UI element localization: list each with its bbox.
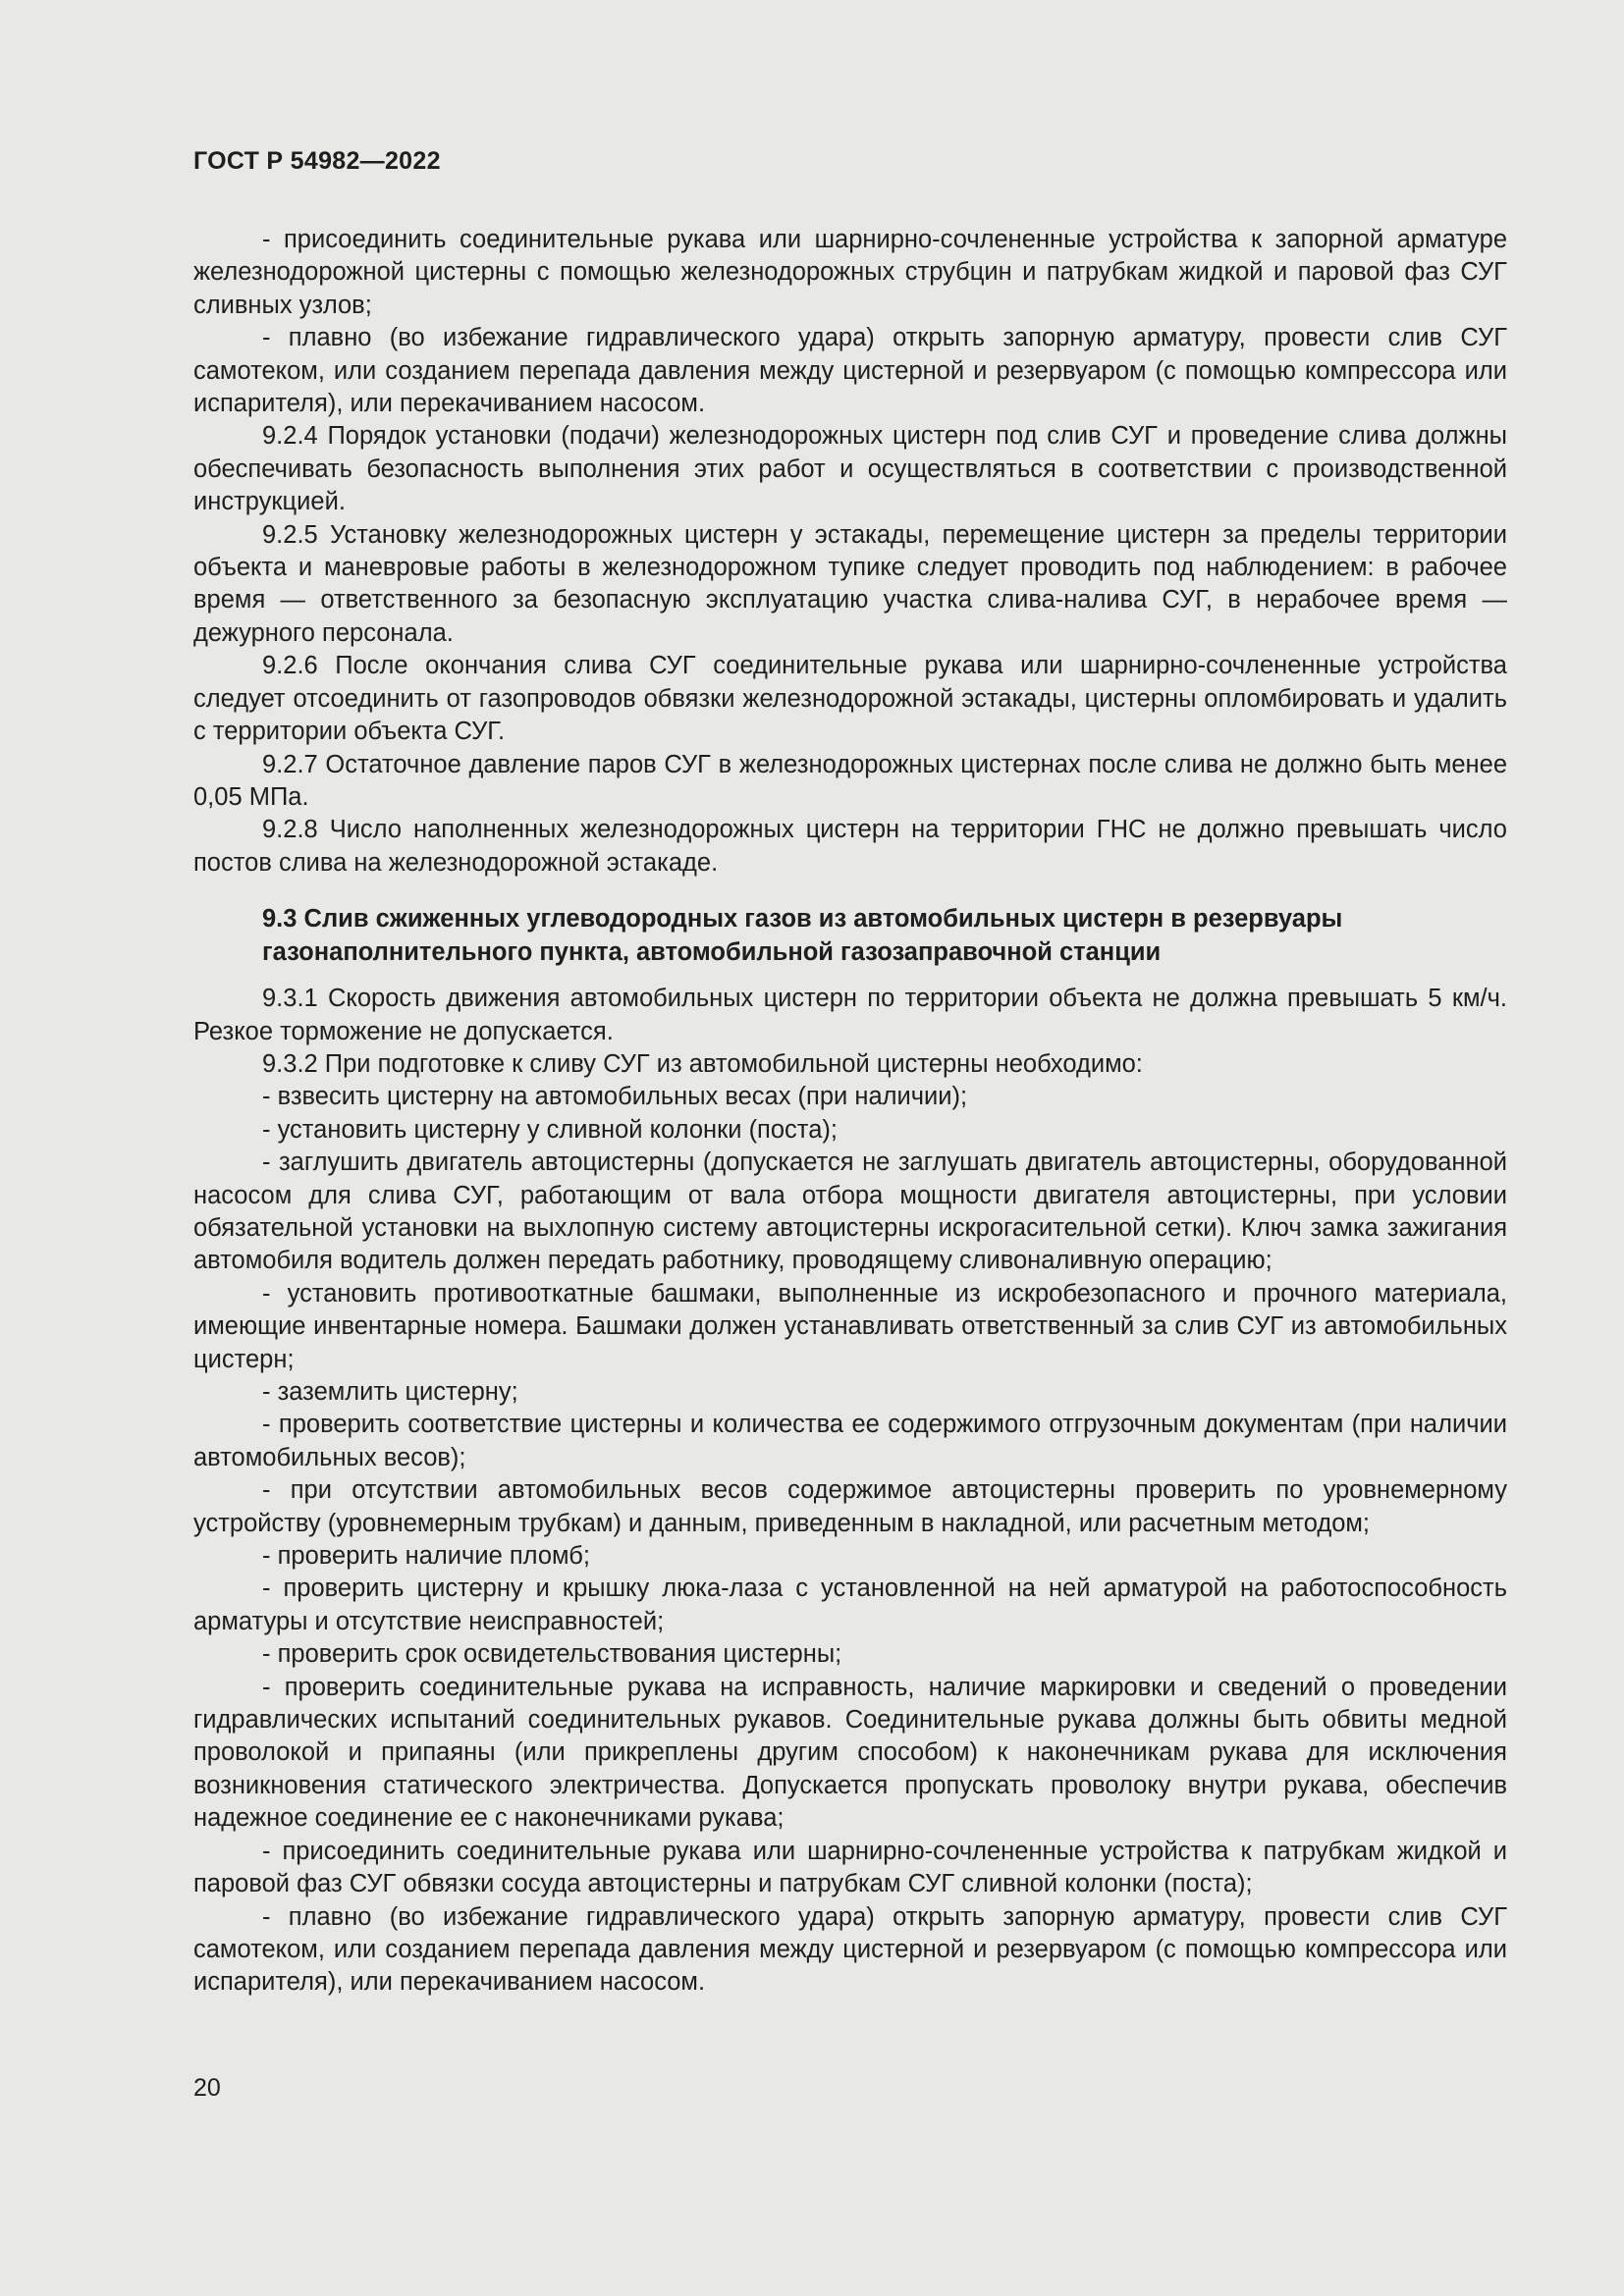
list-item: - проверить наличие пломб; [262, 1542, 590, 1571]
list-item: - проверить соответствие цистерны и количества ее содержимого отгрузочным документам (при наличии автомобильных весов); [193, 1411, 1507, 1471]
paragraph: 9.2.8 Число наполненных железнодорожных цистерн на территории ГНС не должно превышать число постов слива на железнодорожной эстакаде. [193, 816, 1507, 877]
document-body [193, 224, 1507, 2000]
paragraph: 9.2.5 Установку железнодорожных цистерн у эстакады, перемещение цистерн за пределы территории объекта и маневровые работы в железнодорожном тупике следует проводить под наблюдением: в рабочее время — ответственного за безопасную эксплуатацию участка слива-налива СУГ, в нерабочее время — дежурного персонала. [193, 520, 1507, 647]
list-item: - установить противооткатные башмаки, выполненные из искробезопасного и прочного материала, имеющие инвентарные номера. Башмаки должен устанавливать ответственный за слив СУГ из автомобильных цистерн; [193, 1279, 1507, 1373]
list-item: - проверить цистерну и крышку люка-лаза с установленной на ней арматурой на работоспособность арматуры и отсутствие неисправностей; [193, 1575, 1507, 1635]
list-item: - заземлить цистерну; [262, 1378, 518, 1406]
list-item: - плавно (во избежание гидравлического удара) открыть запорную арматуру, провести слив СУГ самотеком, или созданием перепада давления между цистерной и резервуаром (с помощью компрессора или испарителя), или перекачиванием насосом. [193, 1902, 1507, 1997]
paragraph: 9.2.6 После окончания слива СУГ соединительные рукава или шарнирно-сочлененные устройства следует отсоединить от газопроводов обвязки железнодорожной эстакады, цистерны опломбировать и удалить с территории объекта СУГ. [193, 652, 1507, 746]
page-number: 20 [193, 2074, 221, 2102]
section-heading: 9.3 Слив сжиженных углеводородных газов из автомобильных цистерн в резервуары газонаполнительного пункта, автомобильной газозаправочной станции [262, 905, 1343, 967]
list-item: - взвесить цистерну на автомобильных весах (при наличии); [262, 1083, 968, 1111]
list-item: - при отсутствии автомобильных весов содержимое автоцистерны проверить по уровнемерному устройству (уровнемерным трубкам) и данным, приведенным в накладной, или расчетным методом; [193, 1476, 1507, 1537]
list-item: - заглушить двигатель автоцистерны (допускается не заглушать двигатель автоцистерны, оборудованной насосом для слива СУГ, работающим от вала отбора мощности двигателя автоцистерны, при условии обязательной установки на выхлопную систему автоцистерны искрогасительной сетки). Ключ замка зажигания автомобиля водитель должен передать работнику, проводящему сливоналивную операцию; [193, 1148, 1507, 1275]
paragraph: 9.2.7 Остаточное давление паров СУГ в железнодорожных цистернах после слива не должно быть менее 0,05 МПа. [193, 750, 1507, 811]
document-header: ГОСТ Р 54982—2022 [193, 147, 441, 175]
list-item: - установить цистерну у сливной колонки (поста); [262, 1115, 838, 1144]
paragraph: 9.3.2 При подготовке к сливу СУГ из автомобильной цистерны необходимо: [262, 1049, 1143, 1078]
paragraph: - присоединить соединительные рукава или шарнирно-сочлененные устройства к запорной арматуре железнодорожной цистерны с помощью железнодорожных струбцин и патрубкам жидкой и паровой фаз СУГ сливных узлов; [193, 226, 1507, 319]
list-item: - проверить срок освидетельствования цистерны; [262, 1640, 842, 1669]
paragraph: - плавно (во избежание гидравлического удара) открыть запорную арматуру, провести слив СУГ самотеком, или созданием перепада давления между цистерной и резервуаром (с помощью компрессора или испарителя), или перекачиванием насосом. [193, 324, 1507, 418]
list-item: - проверить соединительные рукава на исправность, наличие маркировки и сведений о проведении гидравлических испытаний соединительных рукавов. Соединительные рукава должны быть обвиты медной проволокой и припаяны (или прикреплены другим способом) к наконечникам рукава для исключения возникновения статического электричества. Допускается пропускать проволоку внутри рукава, обеспечив надежное соединение ее с наконечниками рукава; [193, 1673, 1507, 1833]
paragraph: 9.3.1 Скорость движения автомобильных цистерн по территории объекта не должна превышать 5 км/ч. Резкое торможение не допускается. [193, 985, 1507, 1045]
paragraph: 9.2.4 Порядок установки (подачи) железнодорожных цистерн под слив СУГ и проведение слива должны обеспечивать безопасность выполнения этих работ и осуществляться в соответствии с производственной инструкцией. [193, 422, 1507, 516]
list-item: - присоединить соединительные рукава или шарнирно-сочлененные устройства к патрубкам жидкой и паровой фаз СУГ обвязки сосуда автоцистерны и патрубкам СУГ сливной колонки (поста); [193, 1837, 1507, 1898]
